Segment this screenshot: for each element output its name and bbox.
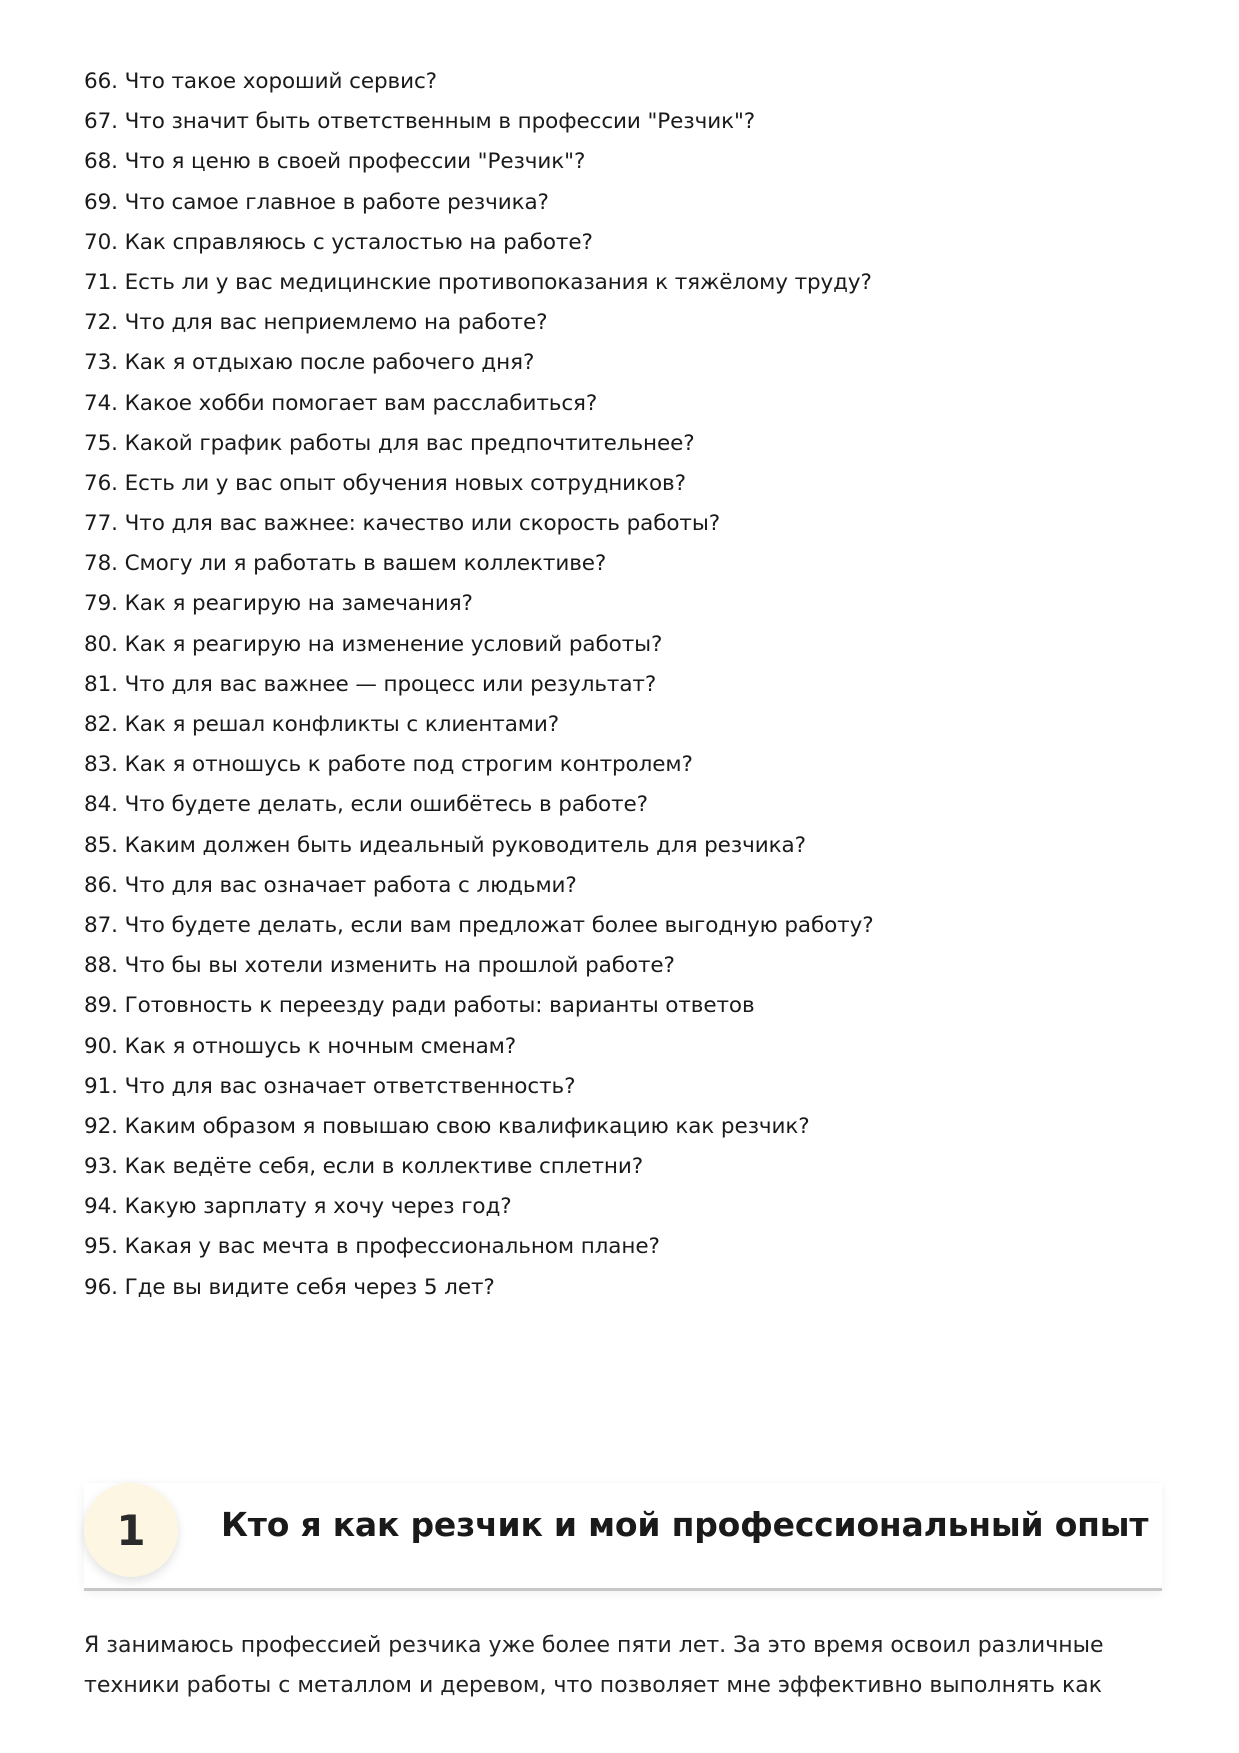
list-item: 69. Что самое главное в работе резчика? xyxy=(84,189,549,215)
list-item: 96. Где вы видите себя через 5 лет? xyxy=(84,1274,495,1300)
list-item: 67. Что значит быть ответственным в профессии "Резчик"? xyxy=(84,109,756,135)
section-header xyxy=(84,1483,1162,1591)
list-item: 83. Как я отношусь к работе под строгим контролем? xyxy=(84,752,693,778)
section-title: Кто я как резчик и мой профессиональный опыт xyxy=(221,1505,1149,1544)
list-item: 90. Как я отношусь к ночным сменам? xyxy=(84,1033,517,1059)
list-item: 88. Что бы вы хотели изменить на прошлой работе? xyxy=(84,953,675,979)
list-item: 66. Что такое хороший сервис? xyxy=(84,69,437,94)
list-item: 92. Каким образом я повышаю свою квалификацию как резчик? xyxy=(84,1113,810,1139)
list-item: 93. Как ведёте себя, если в коллективе сплетни? xyxy=(84,1154,644,1180)
list-item: 72. Что для вас неприемлемо на работе? xyxy=(84,310,548,336)
list-item: 82. Как я решал конфликты с клиентами? xyxy=(84,712,560,737)
list-item: 95. Какая у вас мечта в профессиональном плане? xyxy=(84,1234,660,1260)
list-item: 75. Какой график работы для вас предпочтительнее? xyxy=(84,430,695,456)
section-number-badge: 1 xyxy=(84,1483,178,1577)
list-item: 71. Есть ли у вас медицинские противопоказания к тяжёлому труду? xyxy=(84,269,872,295)
list-item: 76. Есть ли у вас опыт обучения новых сотрудников? xyxy=(84,470,686,496)
list-item: 85. Каким должен быть идеальный руководитель для резчика? xyxy=(84,832,806,858)
list-item: 89. Готовность к переезду ради работы: варианты ответов xyxy=(84,993,755,1019)
list-item: 87. Что будете делать, если вам предложат более выгодную работу? xyxy=(84,912,874,938)
list-item: 81. Что для вас важнее — процесс или результат? xyxy=(84,671,657,697)
list-item: 86. Что для вас означает работа с людьми? xyxy=(84,872,577,898)
list-item: 77. Что для вас важнее: качество или скорость работы? xyxy=(84,511,721,537)
list-item: 68. Что я ценю в своей профессии "Резчик"? xyxy=(84,149,586,175)
question-list xyxy=(84,62,874,1308)
list-item: 94. Какую зарплату я хочу через год? xyxy=(84,1194,512,1220)
list-item: 84. Что будете делать, если ошибётесь в работе? xyxy=(84,792,648,818)
section-body-text: Я занимаюсь профессией резчика уже более пяти лет. За это время освоил различные техники работы с металлом и деревом, что позволяет мне эффективно выполнять как xyxy=(84,1633,1104,1698)
list-item: 70. Как справляюсь с усталостью на работе? xyxy=(84,229,593,255)
list-item: 78. Смогу ли я работать в вашем коллективе? xyxy=(84,551,607,577)
list-item: 79. Как я реагирую на замечания? xyxy=(84,591,473,617)
list-item: 73. Как я отдыхаю после рабочего дня? xyxy=(84,350,535,376)
list-item: 80. Как я реагирую на изменение условий работы? xyxy=(84,631,663,657)
list-item: 91. Что для вас означает ответственность? xyxy=(84,1073,576,1099)
list-item: 74. Какое хобби помогает вам расслабиться? xyxy=(84,390,598,416)
